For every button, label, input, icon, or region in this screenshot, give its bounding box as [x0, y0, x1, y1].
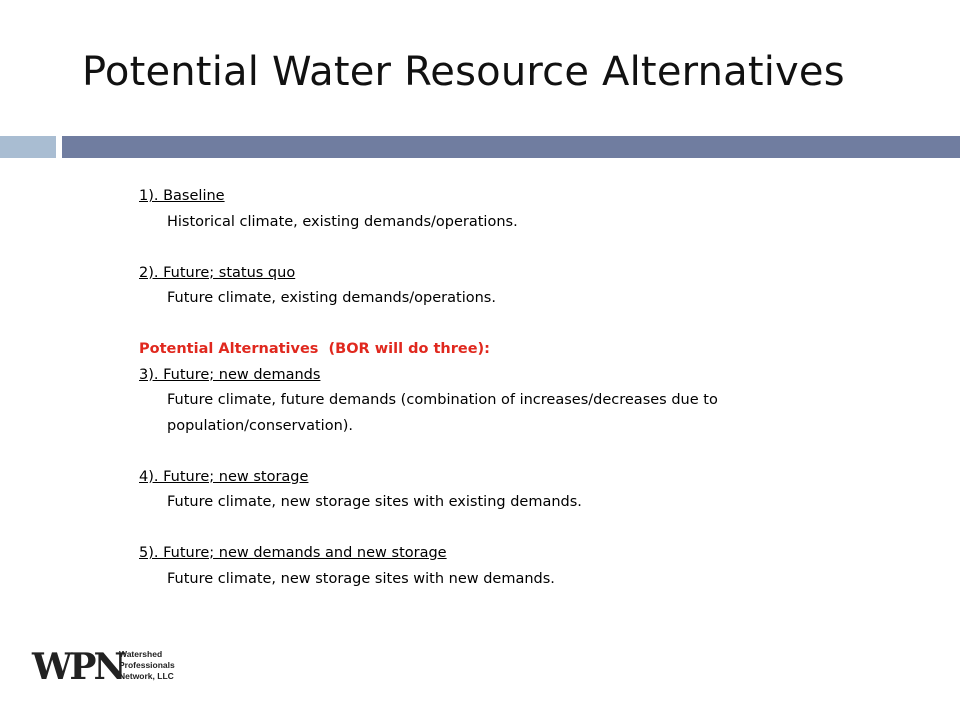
logo-company-name [119, 649, 175, 682]
new-demands-description-line-1: Future climate, future demands (combination of increases/decreases due to [167, 392, 718, 408]
new-storage-description: Future climate, new storage sites with existing demands. [167, 494, 582, 510]
status-quo-description: Future climate, existing demands/operations. [167, 290, 496, 306]
baseline-description: Historical climate, existing demands/operations. [167, 213, 518, 230]
new-demands-description-line-2: population/conservation). [167, 417, 354, 434]
wpn-logo [30, 646, 180, 690]
accent-bar-dark [62, 136, 960, 158]
new-storage-heading: 4). Future; new storage [139, 468, 309, 485]
combined-heading: 5). Future; new demands and new storage [139, 545, 447, 561]
alternatives-label: Potential Alternatives (BOR will do three): [139, 341, 490, 357]
spacer [139, 312, 919, 338]
logo-line-3: Network, LLC [119, 671, 174, 681]
spacer [139, 439, 919, 465]
logo-line-2: Professionals [119, 660, 175, 670]
baseline-heading: 1). Baseline [139, 188, 225, 204]
new-demands-heading: 3). Future; new demands [139, 366, 321, 383]
spacer [139, 516, 919, 542]
spacer [139, 235, 919, 261]
slide-body [139, 184, 919, 592]
logo-line-1: Watershed [119, 649, 163, 659]
accent-bar-light [0, 136, 56, 158]
slide-title: Potential Water Resource Alternatives [82, 49, 845, 95]
combined-description: Future climate, new storage sites with new demands. [167, 570, 555, 587]
logo-mark: WPN [32, 646, 124, 688]
status-quo-heading: 2). Future; status quo [139, 264, 296, 281]
